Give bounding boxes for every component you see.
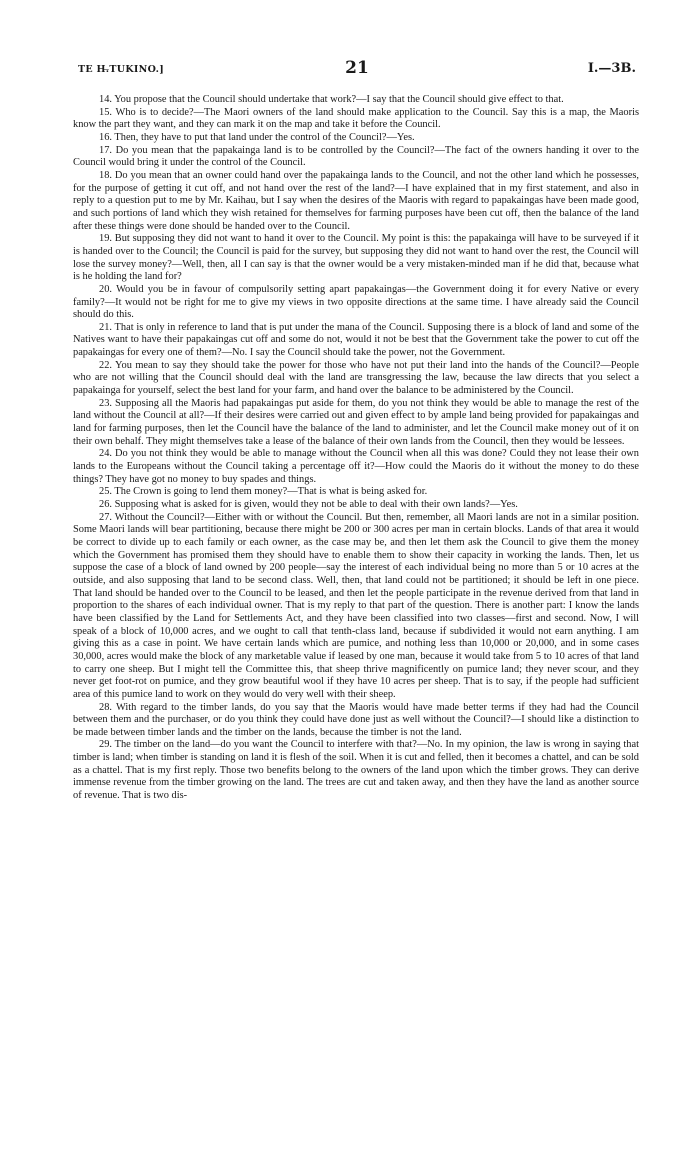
page-header [78, 58, 636, 82]
paragraph-18: 18. Do you mean that an owner could hand over the papakainga lands to the Council, and not the other land which he possesses, for the purpose of getting it cut off, and not hand over the rest of the land?—I have explained that in my first statement, and also in reply to a question put to me by Mr. Kaihau, but I say when the desires of the Maoris with regard to papakaingas have been made good, and such portions of land which they wish retained for themselves for farming purposes have been cut off, then the balance of the land after these things were done should be handed over to the Council. [73, 169, 639, 232]
paragraph-21: 21. That is only in reference to land that is put under the mana of the Council. Supposing there is a block of land and some of the Natives want to have their papakaingas cut off and some do not, would it not be best that the Government take the power to cut off the papakaingas for every one of them?—No. I say the Council should take the power, not the Government. [73, 321, 639, 359]
paragraph-22: 22. You mean to say they should take the power for those who have not put their land into the hands of the Council?—People who are not willing that the Council should deal with the land are transgressing the law, because the law directs that you select a papakainga for yourself, select the best land for your farm, and hand over the balance to be administered by the Council. [73, 359, 639, 397]
paper-reference: I.—3B. [587, 61, 636, 76]
paragraph-29: 29. The timber on the land—do you want the Council to interfere with that?—No. In my opinion, the law is wrong in saying that timber is land; when timber is standing on land it is flesh of the soil. When it is cut and felled, then it becomes a chattel, and can be sold as a chattel. That is my first reply. Those two benefits belong to the owners of the land upon which the timber grows. They can derive immense revenue from the timber growing on the land. The trees are cut and taken away, and then they have the land as another source of revenue. That is two dis- [73, 739, 639, 802]
paragraph-27: 27. Without the Council?—Either with or without the Council. But then, remember, all Maori lands are not in a similar position. Some Maori lands will bear partitioning, because there might be 200 or 300 acres per man in certain blocks. Lands of that area it would be correct to divide up to each family or each owner, as the case may be, and then let them ask the Council to give them the money which the Government has promised them they should have to enable them to show their capacity in working the lands. Then, let us suppose the case of a block of land owned by 200 people—say the interest of each individual being no more than 5 or 10 acres at the outside, and also supposing that land to be second class. Well, then, that land could not be partitioned; it should be left in one piece. That land should be handed over to the Council to be leased, and then let the people participate in the revenue derived from that land in proportion to the shares of each individual owner. That is my reply to that part of the question. There is another part: I know the lands have been classified by the Land for Settlements Act, and they have been classified into two classes—first and second. Now, I will speak of a block of 10,000 acres, and we ought to call that tenth-class land, because if subdivided it would not earn anything. I am giving this as a case in point. We have certain lands which are pumice, and nothing less than 10,000 or 20,000, and in some cases 30,000, acres would make the block of any marketable value if leased by one man, because it would take from 5 to 10 acres of that land to carry one sheep. But I might tell the Committee this, that sheep thrive magnificently on pumice land; they never scour, and they never get foot-rot on pumice, and they grow beautiful wool if they have 10 acres per sheep. That is to say, if the people had sufficient area of this pumice land to work on they would do very well with their sheep. [73, 511, 639, 700]
paragraph-15: 15. Who is to decide?—The Maori owners of the land should make application to the Council. Say this is a map, the Maoris know the part they want, and they can mark it on the map and take it before the Council. [73, 106, 639, 131]
paragraph-16: 16. Then, they have to put that land under the control of the Council?—Yes. [99, 131, 415, 143]
page-body [73, 94, 639, 803]
page-number: 21 [345, 58, 369, 78]
paragraph-19: 19. But supposing they did not want to hand it over to the Council. My point is this: the papakainga will have to be surveyed if it is handed over to the Council; the Council is paid for the survey, but supposing they did not want to hand over the rest, the Council will lose the survey money?—Well, then, all I can say is that the owner would be a very mistaken-minded man if he did that, because what is he holding the land for? [73, 233, 639, 283]
paragraph-25: 25. The Crown is going to lend them money?—That is what is being asked for. [99, 486, 428, 498]
running-head: TE H.̶TUKINO.] [78, 64, 165, 75]
paragraph-20: 20. Would you be in favour of compulsorily setting apart papakaingas—the Government doing it for every Native or every family?—It would not be right for me to give my views in two opposite directions at the same time. I have already said the Council should do this. [73, 283, 639, 321]
paragraph-14: 14. You propose that the Council should undertake that work?—I say that the Council should give effect to that. [99, 94, 564, 105]
paragraph-26: 26. Supposing what is asked for is given, would they not be able to deal with their own lands?—Yes. [99, 499, 518, 510]
paragraph-24: 24. Do you not think they would be able to manage without the Council when all this was done? Could they not lease their own lands to the Europeans without the Council taking a percentage off it?—How could the Maoris do it without the money to do these things? They have got no money to buy spades and things. [73, 448, 639, 485]
paragraph-17: 17. Do you mean that the papakainga land is to be controlled by the Council?—The fact of the owners handing it over to the Council would bring it under the control of the Council. [73, 144, 639, 169]
paragraph-28: 28. With regard to the timber lands, do you say that the Maoris would have made better terms if they had had the Council between them and the purchaser, or do you think they could have done just as well without the Council?—I should like a distinction to be made between timber lands and the timber on the lands, because the timber is not the land. [73, 701, 639, 738]
paragraph-23: 23. Supposing all the Maoris had papakaingas put aside for them, do you not think they would be able to manage the rest of the land without the Council at all?—If their desires were carried out and given effect to by ample land being provided for papakaingas and land for farming purposes, then let the Council have the balance of the land to administer, and let the Council make money out of it on their own behalf. They might themselves take a lease of the balance of their own lands from the Council, then they would be lessees. [73, 397, 639, 447]
